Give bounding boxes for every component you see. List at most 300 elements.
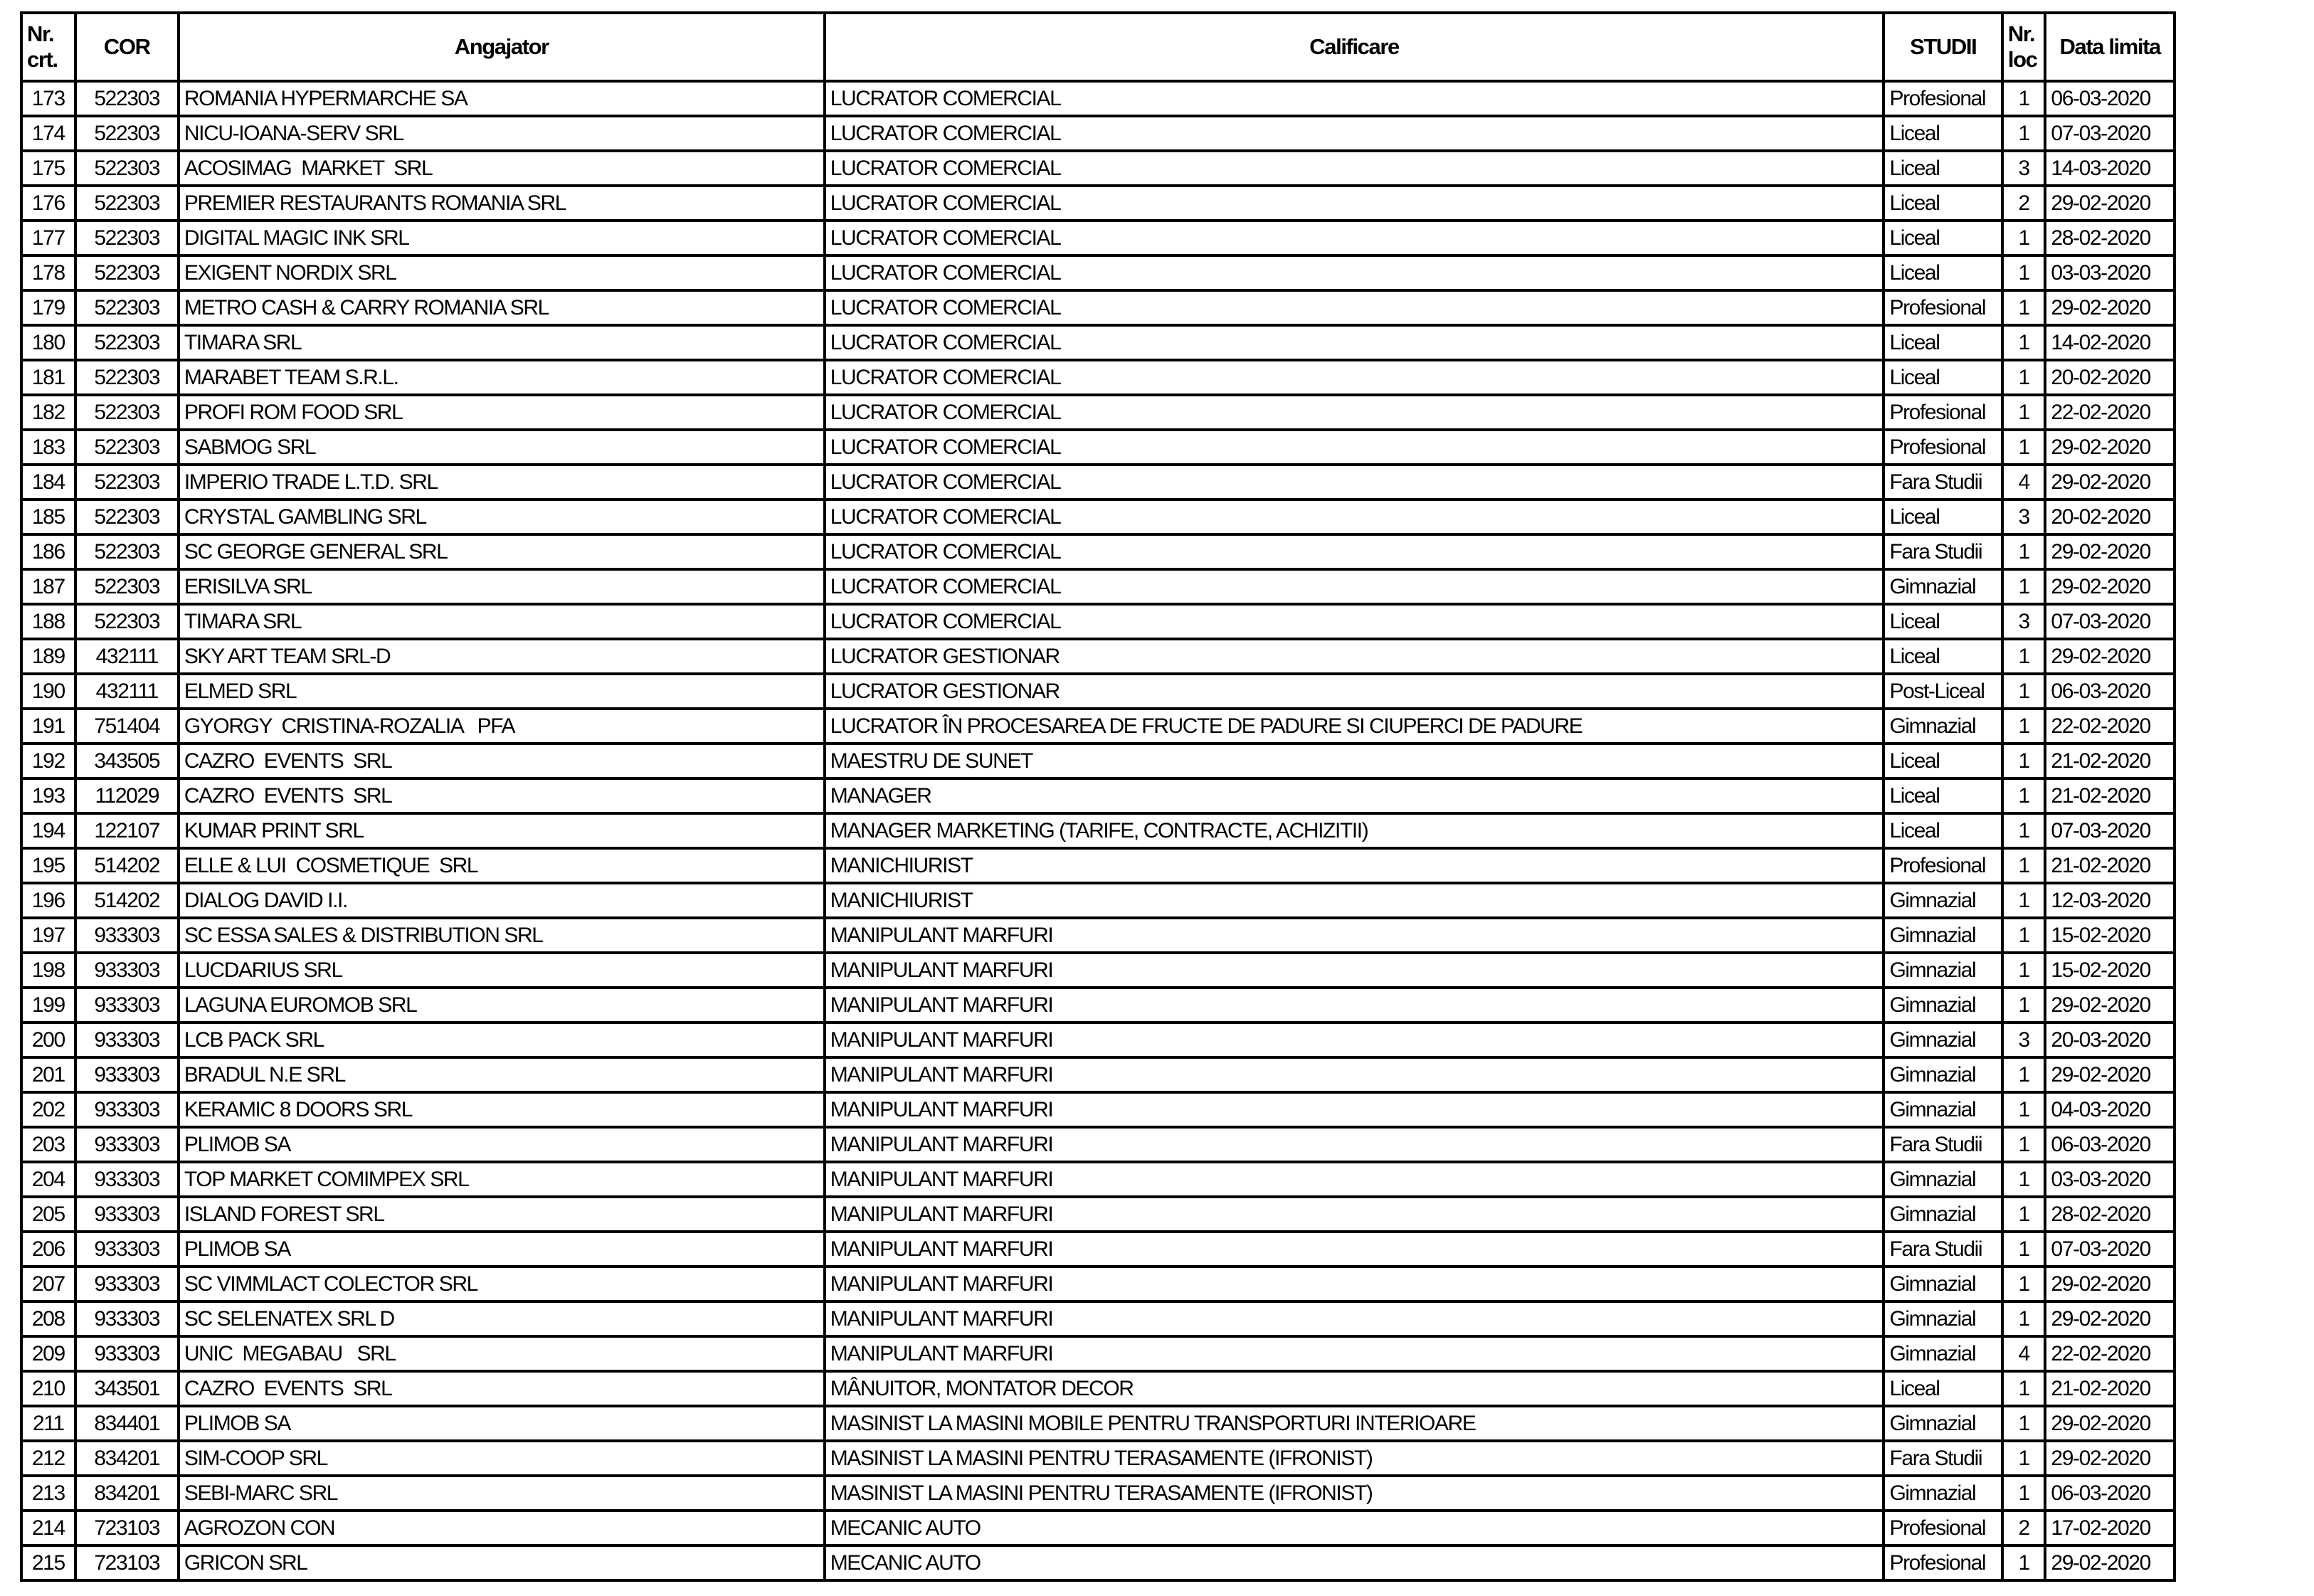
cell-studii: Gimnazial [1884,918,2002,953]
cell-calificare: MANIPULANT MARFURI [825,1197,1884,1232]
cell-nr_crt: 202 [21,1092,75,1127]
cell-nr_loc: 1 [2002,813,2046,848]
cell-calificare: LUCRATOR COMERCIAL [825,604,1884,639]
cell-nr_crt: 215 [21,1545,75,1580]
cell-studii: Liceal [1884,360,2002,395]
cell-cor: 522303 [75,465,179,500]
cell-angajator: PREMIER RESTAURANTS ROMANIA SRL [179,186,825,221]
cell-studii: Gimnazial [1884,1022,2002,1057]
cell-nr_loc: 2 [2002,1511,2046,1545]
cell-calificare: LUCRATOR COMERCIAL [825,290,1884,325]
cell-data_limita: 29-02-2020 [2045,1057,2175,1092]
cell-nr_loc: 1 [2002,360,2046,395]
cell-nr_loc: 1 [2002,430,2046,465]
cell-angajator: PLIMOB SA [179,1406,825,1441]
cell-data_limita: 20-02-2020 [2045,360,2175,395]
cell-cor: 112029 [75,778,179,813]
cell-nr_crt: 212 [21,1441,75,1476]
cell-studii: Gimnazial [1884,1197,2002,1232]
cell-nr_crt: 194 [21,813,75,848]
cell-data_limita: 07-03-2020 [2045,1232,2175,1267]
table-row [21,186,2175,221]
cell-cor: 343501 [75,1371,179,1406]
table-row [21,1127,2175,1162]
table-row [21,1441,2175,1476]
cell-cor: 522303 [75,534,179,569]
cell-data_limita: 07-03-2020 [2045,116,2175,151]
cell-calificare: MANIPULANT MARFURI [825,1092,1884,1127]
cell-calificare: MANIPULANT MARFURI [825,953,1884,988]
cell-cor: 834401 [75,1406,179,1441]
cell-cor: 343505 [75,744,179,778]
cell-angajator: BRADUL N.E SRL [179,1057,825,1092]
cell-studii: Liceal [1884,604,2002,639]
table-row [21,709,2175,744]
cell-calificare: LUCRATOR COMERCIAL [825,465,1884,500]
cell-calificare: LUCRATOR COMERCIAL [825,186,1884,221]
column-header-nr-crt: Nr. crt. [21,13,75,81]
cell-nr_crt: 213 [21,1476,75,1511]
table-row [21,1022,2175,1057]
cell-cor: 933303 [75,1336,179,1371]
cell-nr_crt: 192 [21,744,75,778]
table-row [21,1511,2175,1545]
table-row [21,569,2175,604]
cell-calificare: LUCRATOR COMERCIAL [825,430,1884,465]
cell-studii: Liceal [1884,221,2002,255]
cell-nr_loc: 1 [2002,883,2046,918]
cell-nr_loc: 1 [2002,1057,2046,1092]
cell-nr_crt: 188 [21,604,75,639]
cell-studii: Liceal [1884,500,2002,534]
cell-cor: 933303 [75,988,179,1022]
cell-angajator: LUCDARIUS SRL [179,953,825,988]
cell-nr_crt: 179 [21,290,75,325]
cell-studii: Gimnazial [1884,1267,2002,1301]
cell-nr_crt: 183 [21,430,75,465]
cell-nr_loc: 2 [2002,186,2046,221]
cell-angajator: KUMAR PRINT SRL [179,813,825,848]
cell-nr_crt: 201 [21,1057,75,1092]
cell-nr_crt: 178 [21,255,75,290]
cell-calificare: MANIPULANT MARFURI [825,1162,1884,1197]
cell-nr_crt: 182 [21,395,75,430]
cell-cor: 522303 [75,290,179,325]
cell-nr_loc: 1 [2002,1162,2046,1197]
cell-cor: 933303 [75,1197,179,1232]
cell-nr_crt: 205 [21,1197,75,1232]
cell-cor: 514202 [75,848,179,883]
cell-nr_loc: 3 [2002,151,2046,186]
cell-studii: Liceal [1884,116,2002,151]
table-row [21,255,2175,290]
cell-calificare: MANIPULANT MARFURI [825,1267,1884,1301]
cell-studii: Liceal [1884,1371,2002,1406]
cell-calificare: MASINIST LA MASINI MOBILE PENTRU TRANSPORTURI INTERIOARE [825,1406,1884,1441]
cell-nr_loc: 1 [2002,848,2046,883]
cell-studii: Fara Studii [1884,1127,2002,1162]
cell-studii: Liceal [1884,744,2002,778]
cell-data_limita: 29-02-2020 [2045,1441,2175,1476]
cell-cor: 522303 [75,360,179,395]
cell-nr_loc: 3 [2002,1022,2046,1057]
cell-nr_crt: 195 [21,848,75,883]
cell-studii: Liceal [1884,325,2002,360]
cell-calificare: LUCRATOR GESTIONAR [825,639,1884,674]
cell-calificare: LUCRATOR COMERCIAL [825,500,1884,534]
cell-calificare: LUCRATOR COMERCIAL [825,255,1884,290]
cell-angajator: SEBI-MARC SRL [179,1476,825,1511]
cell-nr_loc: 1 [2002,988,2046,1022]
cell-calificare: MANIPULANT MARFURI [825,1057,1884,1092]
cell-data_limita: 29-02-2020 [2045,569,2175,604]
cell-nr_loc: 1 [2002,1301,2046,1336]
cell-angajator: SKY ART TEAM SRL-D [179,639,825,674]
cell-angajator: EXIGENT NORDIX SRL [179,255,825,290]
cell-nr_crt: 173 [21,81,75,116]
cell-data_limita: 03-03-2020 [2045,1162,2175,1197]
cell-cor: 933303 [75,1232,179,1267]
cell-cor: 514202 [75,883,179,918]
table-row [21,325,2175,360]
cell-angajator: SC VIMMLACT COLECTOR SRL [179,1267,825,1301]
cell-nr_crt: 206 [21,1232,75,1267]
cell-angajator: GRICON SRL [179,1545,825,1580]
table-row [21,674,2175,709]
cell-angajator: TIMARA SRL [179,325,825,360]
column-header-studii: STUDII [1884,13,2002,81]
cell-nr_crt: 174 [21,116,75,151]
table-row [21,290,2175,325]
cell-nr_crt: 186 [21,534,75,569]
cell-studii: Profesional [1884,848,2002,883]
cell-calificare: MANAGER [825,778,1884,813]
cell-studii: Gimnazial [1884,1406,2002,1441]
table-body [21,81,2175,1580]
cell-cor: 933303 [75,1162,179,1197]
cell-studii: Liceal [1884,151,2002,186]
cell-studii: Fara Studii [1884,465,2002,500]
cell-data_limita: 21-02-2020 [2045,744,2175,778]
cell-data_limita: 29-02-2020 [2045,1406,2175,1441]
cell-angajator: SABMOG SRL [179,430,825,465]
cell-angajator: DIGITAL MAGIC INK SRL [179,221,825,255]
cell-nr_crt: 207 [21,1267,75,1301]
table-row [21,1267,2175,1301]
cell-studii: Profesional [1884,1511,2002,1545]
cell-studii: Gimnazial [1884,1301,2002,1336]
cell-data_limita: 29-02-2020 [2045,186,2175,221]
cell-nr_crt: 189 [21,639,75,674]
table-row [21,395,2175,430]
cell-cor: 933303 [75,918,179,953]
cell-data_limita: 21-02-2020 [2045,1371,2175,1406]
cell-cor: 723103 [75,1545,179,1580]
cell-nr_crt: 193 [21,778,75,813]
table-row [21,988,2175,1022]
cell-data_limita: 29-02-2020 [2045,1545,2175,1580]
cell-nr_loc: 3 [2002,604,2046,639]
cell-data_limita: 21-02-2020 [2045,778,2175,813]
cell-calificare: MANIPULANT MARFURI [825,918,1884,953]
cell-calificare: MECANIC AUTO [825,1511,1884,1545]
cell-nr_loc: 1 [2002,116,2046,151]
cell-calificare: LUCRATOR COMERCIAL [825,360,1884,395]
cell-data_limita: 06-03-2020 [2045,81,2175,116]
table-row [21,1232,2175,1267]
cell-calificare: MANAGER MARKETING (TARIFE, CONTRACTE, ACHIZITII) [825,813,1884,848]
cell-nr_loc: 1 [2002,534,2046,569]
cell-nr_loc: 1 [2002,1545,2046,1580]
cell-nr_crt: 197 [21,918,75,953]
cell-cor: 933303 [75,1127,179,1162]
cell-nr_crt: 210 [21,1371,75,1406]
cell-nr_loc: 1 [2002,1441,2046,1476]
cell-nr_loc: 3 [2002,500,2046,534]
cell-cor: 522303 [75,325,179,360]
table-row [21,1301,2175,1336]
cell-studii: Liceal [1884,813,2002,848]
cell-angajator: ROMANIA HYPERMARCHE SA [179,81,825,116]
cell-calificare: LUCRATOR COMERCIAL [825,395,1884,430]
cell-nr_crt: 181 [21,360,75,395]
cell-cor: 522303 [75,569,179,604]
cell-studii: Gimnazial [1884,988,2002,1022]
table-header [21,13,2175,81]
cell-nr_loc: 1 [2002,290,2046,325]
table-row [21,1371,2175,1406]
cell-nr_loc: 1 [2002,1092,2046,1127]
table-row [21,883,2175,918]
cell-data_limita: 17-02-2020 [2045,1511,2175,1545]
cell-calificare: LUCRATOR COMERCIAL [825,116,1884,151]
table-row [21,918,2175,953]
cell-nr_loc: 1 [2002,778,2046,813]
cell-data_limita: 06-03-2020 [2045,1127,2175,1162]
cell-angajator: MARABET TEAM S.R.L. [179,360,825,395]
table-row [21,1057,2175,1092]
cell-data_limita: 07-03-2020 [2045,813,2175,848]
cell-nr_crt: 208 [21,1301,75,1336]
column-header-calificare: Calificare [825,13,1884,81]
cell-nr_loc: 1 [2002,674,2046,709]
column-header-data-limita: Data limita [2045,13,2175,81]
cell-studii: Gimnazial [1884,1162,2002,1197]
cell-data_limita: 03-03-2020 [2045,255,2175,290]
table-row [21,465,2175,500]
cell-cor: 933303 [75,1092,179,1127]
cell-studii: Liceal [1884,186,2002,221]
column-header-nr-loc: Nr. loc [2002,13,2046,81]
cell-nr_loc: 1 [2002,1127,2046,1162]
cell-angajator: SC ESSA SALES & DISTRIBUTION SRL [179,918,825,953]
table-row [21,604,2175,639]
cell-calificare: MANIPULANT MARFURI [825,1232,1884,1267]
table-row [21,639,2175,674]
cell-cor: 933303 [75,1267,179,1301]
table-row [21,778,2175,813]
cell-nr_crt: 196 [21,883,75,918]
cell-calificare: LUCRATOR GESTIONAR [825,674,1884,709]
cell-angajator: SIM-COOP SRL [179,1441,825,1476]
cell-data_limita: 06-03-2020 [2045,1476,2175,1511]
table-row [21,81,2175,116]
cell-angajator: TIMARA SRL [179,604,825,639]
cell-studii: Profesional [1884,395,2002,430]
cell-nr_loc: 1 [2002,1476,2046,1511]
cell-cor: 522303 [75,500,179,534]
cell-nr_loc: 1 [2002,744,2046,778]
cell-studii: Fara Studii [1884,1232,2002,1267]
cell-nr_crt: 203 [21,1127,75,1162]
cell-data_limita: 22-02-2020 [2045,395,2175,430]
cell-cor: 522303 [75,151,179,186]
cell-nr_loc: 1 [2002,395,2046,430]
cell-cor: 432111 [75,674,179,709]
cell-angajator: GYORGY CRISTINA-ROZALIA PFA [179,709,825,744]
cell-calificare: MANIPULANT MARFURI [825,1336,1884,1371]
cell-nr_loc: 1 [2002,255,2046,290]
cell-nr_loc: 1 [2002,1232,2046,1267]
cell-angajator: AGROZON CON [179,1511,825,1545]
cell-data_limita: 14-03-2020 [2045,151,2175,186]
cell-nr_crt: 204 [21,1162,75,1197]
cell-studii: Gimnazial [1884,953,2002,988]
cell-nr_crt: 191 [21,709,75,744]
cell-cor: 723103 [75,1511,179,1545]
cell-nr_loc: 1 [2002,1197,2046,1232]
cell-angajator: NICU-IOANA-SERV SRL [179,116,825,151]
cell-angajator: LCB PACK SRL [179,1022,825,1057]
cell-angajator: CAZRO EVENTS SRL [179,1371,825,1406]
cell-calificare: MÂNUITOR, MONTATOR DECOR [825,1371,1884,1406]
cell-data_limita: 15-02-2020 [2045,953,2175,988]
cell-data_limita: 29-02-2020 [2045,1267,2175,1301]
cell-nr_loc: 1 [2002,1406,2046,1441]
cell-cor: 933303 [75,1301,179,1336]
cell-studii: Profesional [1884,430,2002,465]
cell-angajator: PLIMOB SA [179,1127,825,1162]
cell-angajator: KERAMIC 8 DOORS SRL [179,1092,825,1127]
cell-data_limita: 21-02-2020 [2045,848,2175,883]
cell-angajator: DIALOG DAVID I.I. [179,883,825,918]
cell-angajator: IMPERIO TRADE L.T.D. SRL [179,465,825,500]
cell-data_limita: 28-02-2020 [2045,221,2175,255]
cell-nr_crt: 214 [21,1511,75,1545]
cell-nr_loc: 1 [2002,709,2046,744]
cell-calificare: MANICHIURIST [825,848,1884,883]
cell-nr_loc: 1 [2002,918,2046,953]
cell-calificare: LUCRATOR COMERCIAL [825,569,1884,604]
cell-angajator: CAZRO EVENTS SRL [179,778,825,813]
cell-angajator: SC SELENATEX SRL D [179,1301,825,1336]
cell-studii: Gimnazial [1884,569,2002,604]
cell-calificare: LUCRATOR COMERCIAL [825,325,1884,360]
cell-calificare: MANICHIURIST [825,883,1884,918]
cell-cor: 834201 [75,1441,179,1476]
cell-studii: Profesional [1884,81,2002,116]
cell-calificare: LUCRATOR COMERCIAL [825,81,1884,116]
cell-angajator: ELMED SRL [179,674,825,709]
table-row [21,1336,2175,1371]
cell-nr_crt: 211 [21,1406,75,1441]
cell-nr_loc: 1 [2002,639,2046,674]
table-row [21,430,2175,465]
cell-data_limita: 20-02-2020 [2045,500,2175,534]
cell-studii: Profesional [1884,290,2002,325]
cell-calificare: MANIPULANT MARFURI [825,1301,1884,1336]
cell-studii: Post-Liceal [1884,674,2002,709]
cell-angajator: SC GEORGE GENERAL SRL [179,534,825,569]
cell-studii: Profesional [1884,1545,2002,1580]
cell-data_limita: 29-02-2020 [2045,534,2175,569]
cell-studii: Gimnazial [1884,1092,2002,1127]
cell-studii: Gimnazial [1884,1057,2002,1092]
table-row [21,813,2175,848]
cell-angajator: CAZRO EVENTS SRL [179,744,825,778]
cell-cor: 751404 [75,709,179,744]
cell-studii: Gimnazial [1884,709,2002,744]
cell-studii: Fara Studii [1884,1441,2002,1476]
cell-nr_loc: 1 [2002,1371,2046,1406]
cell-cor: 432111 [75,639,179,674]
cell-cor: 834201 [75,1476,179,1511]
cell-cor: 522303 [75,186,179,221]
cell-angajator: TOP MARKET COMIMPEX SRL [179,1162,825,1197]
cell-nr_crt: 200 [21,1022,75,1057]
table-row [21,1406,2175,1441]
cell-cor: 522303 [75,430,179,465]
cell-nr_crt: 185 [21,500,75,534]
cell-cor: 122107 [75,813,179,848]
cell-studii: Gimnazial [1884,1336,2002,1371]
cell-data_limita: 04-03-2020 [2045,1092,2175,1127]
cell-nr_loc: 1 [2002,1267,2046,1301]
table-row [21,848,2175,883]
cell-data_limita: 29-02-2020 [2045,639,2175,674]
column-header-angajator: Angajator [179,13,825,81]
cell-data_limita: 29-02-2020 [2045,1301,2175,1336]
cell-calificare: MANIPULANT MARFURI [825,988,1884,1022]
cell-cor: 933303 [75,953,179,988]
column-header-cor: COR [75,13,179,81]
cell-data_limita: 12-03-2020 [2045,883,2175,918]
table-row [21,1476,2175,1511]
cell-cor: 522303 [75,255,179,290]
cell-studii: Liceal [1884,255,2002,290]
cell-nr_crt: 190 [21,674,75,709]
cell-nr_crt: 184 [21,465,75,500]
cell-calificare: LUCRATOR COMERCIAL [825,221,1884,255]
header-row [21,13,2175,81]
cell-data_limita: 06-03-2020 [2045,674,2175,709]
cell-calificare: MASINIST LA MASINI PENTRU TERASAMENTE (IFRONIST) [825,1441,1884,1476]
cell-studii: Liceal [1884,639,2002,674]
cell-angajator: LAGUNA EUROMOB SRL [179,988,825,1022]
cell-data_limita: 15-02-2020 [2045,918,2175,953]
cell-data_limita: 29-02-2020 [2045,430,2175,465]
cell-calificare: MAESTRU DE SUNET [825,744,1884,778]
table-row [21,1162,2175,1197]
cell-calificare: LUCRATOR COMERCIAL [825,151,1884,186]
cell-cor: 522303 [75,395,179,430]
cell-calificare: LUCRATOR COMERCIAL [825,534,1884,569]
cell-studii: Liceal [1884,778,2002,813]
table-row [21,151,2175,186]
table-row [21,534,2175,569]
cell-calificare: MECANIC AUTO [825,1545,1884,1580]
table-row [21,500,2175,534]
